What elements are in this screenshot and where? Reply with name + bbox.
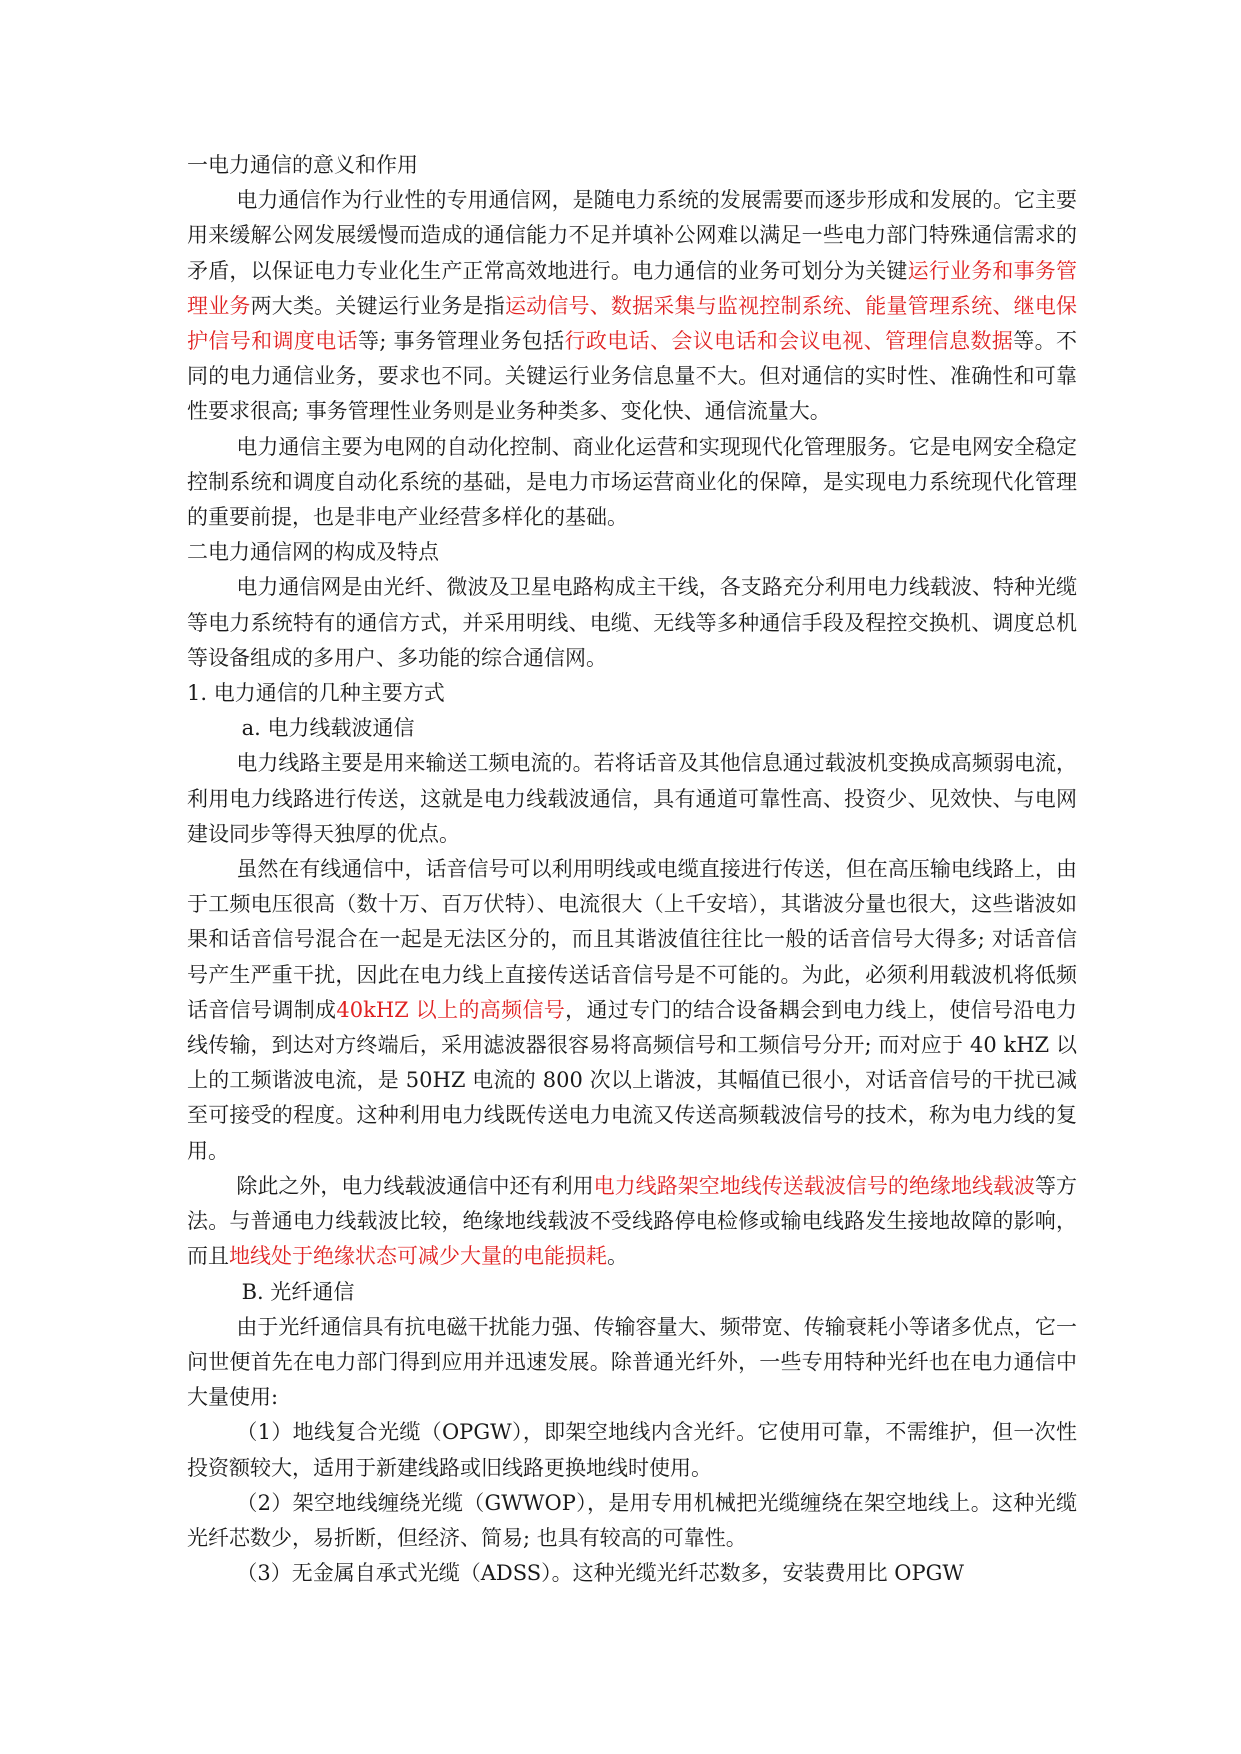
paragraph-role: 电力通信主要为电网的自动化控制、商业化运营和实现现代化管理服务。它是电网安全稳定控制系统和调度自动化系统的基础，是电力市场运营商业化的保障，是实现电力系统现代化管理的重要前提，也是非电产业经营多样化的基础。 [187,434,1077,530]
paragraph-plc-intro: 电力线路主要是用来输送工频电流的。若将话音及其他信息通过载波机变换成高频弱电流，利用电力线路进行传送，这就是电力线载波通信，具有通道可靠性高、投资少、见效快、与电网建设同步等得天独厚的优点。 [187,751,1077,846]
document-page [187,148,1077,1591]
paragraph-adss: （3）无金属自承式光缆（ADSS）。这种光缆光纤芯数多，安装费用比 OPGW [236,1561,964,1586]
paragraph-fiber-intro: 由于光纤通信具有抗电磁干扰能力强、传输容量大、频带宽、传输衰耗小等诸多优点，它一问世便首先在电力部门得到应用并迅速发展。除普通光纤外，一些专用特种光纤也在电力通信中大量使用: [187,1314,1077,1410]
paragraph-opgw: （1）地线复合光缆（OPGW），即架空地线内含光纤。它使用可靠，不需维护，但一次性投资额较大，适用于新建线路或旧线路更换地线时使用。 [187,1420,1077,1480]
text-run: 等方法。与普通电力线载波比较，绝缘地线载波不受线路停电检修或输电线路发生接地故障的影响，而且 [187,1173,1078,1269]
item-heading-plc: a. 电力线载波通信 [241,716,415,741]
subsection-heading-1: 1. 电力通信的几种主要方式 [187,681,445,706]
section-heading-2: 二电力通信网的构成及特点 [187,540,439,565]
paragraph-network: 电力通信网是由光纤、微波及卫星电路构成主干线，各支路充分利用电力线载波、特种光缆等电力系统特有的通信方式，并采用明线、电缆、无线等多种通信手段及程控交换机、调度总机等设备组成的多用户、多功能的综合通信网。 [187,575,1077,670]
text-run: 虽然在有线通信中，话音信号可以利用明线或电缆直接进行传送，但在高压输电线路上，由于工频电压很高（数十万、百万伏特）、电流很大（上千安培），其谐波分量也很大，这些谐波如果和话音信号混合在一起是无法区分的，而且其谐波值往往比一般的话音信号大得多; 对话音信号产生严重干扰，因此在电力线上直接传送话音信号是不可能的。为此，必须利用载波机将低频话音信号调制成 [187,857,1077,1022]
text-run: 。 [607,1244,628,1269]
item-heading-fiber: B. 光纤通信 [241,1279,355,1304]
text-run: 等; 事务管理业务包括 [357,329,565,354]
paragraph-significance [187,183,1077,429]
highlighted-text: 40kHZ 以上的高频信号 [336,997,566,1022]
paragraph-plc-ground [187,1169,1077,1275]
section-heading-1: 一电力通信的意义和作用 [187,153,418,177]
text-run: 电力通信作为行业性的专用通信网，是随电力系统的发展需要而逐步形成和发展的。它主要用来缓解公网发展缓慢而造成的通信能力不足并填补公网难以满足一些电力部门特殊通信需求的矛盾，以保证电力专业化生产正常高效地进行。电力通信的业务可划分为关键 [187,188,1077,283]
highlighted-text: 运动信号、数据采集与监视控制系统、能量管理系统、继电保护信号和调度电话 [187,293,1078,354]
highlighted-text: 运行业务和事务管理业务 [187,258,1078,318]
paragraph-plc-detail [187,852,1077,1169]
highlighted-text: 电力线路架空地线传送载波信号的绝缘地线载波 [593,1173,1035,1198]
text-run: 除此之外，电力线载波通信中还有利用 [236,1173,594,1198]
paragraph-gwwop: （2）架空地线缠绕光缆（GWWOP），是用专用机械把光缆缠绕在架空地线上。这种光缆光纤芯数少，易折断，但经济、简易; 也具有较高的可靠性。 [187,1490,1077,1550]
text-run: 等。不同的电力通信业务，要求也不同。关键运行业务信息量不大。但对通信的实时性、准确性和可靠性要求很高; 事务管理性业务则是业务种类多、变化快、通信流量大。 [187,329,1078,424]
highlighted-text: 行政电话、会议电话和会议电视、管理信息数据 [564,329,1014,354]
text-run: 两大类。关键运行业务是指 [250,293,505,318]
text-run: ，通过专门的结合设备耦会到电力线上，使信号沿电力线传输，到达对方终端后，采用滤波器很容易将高频信号和工频信号分开; 而对应于 40 kHZ 以上的工频谐波电流，是 50HZ 电流的 800 次以上谐波，其幅值已很小，对话音信号的干扰已减至可接受的程度。这种利用电力线既传送电力电流又传送高频载波信号的技术，称为电力线的复用。 [187,997,1078,1163]
highlighted-text: 地线处于绝缘状态可减少大量的电能损耗 [229,1244,607,1269]
